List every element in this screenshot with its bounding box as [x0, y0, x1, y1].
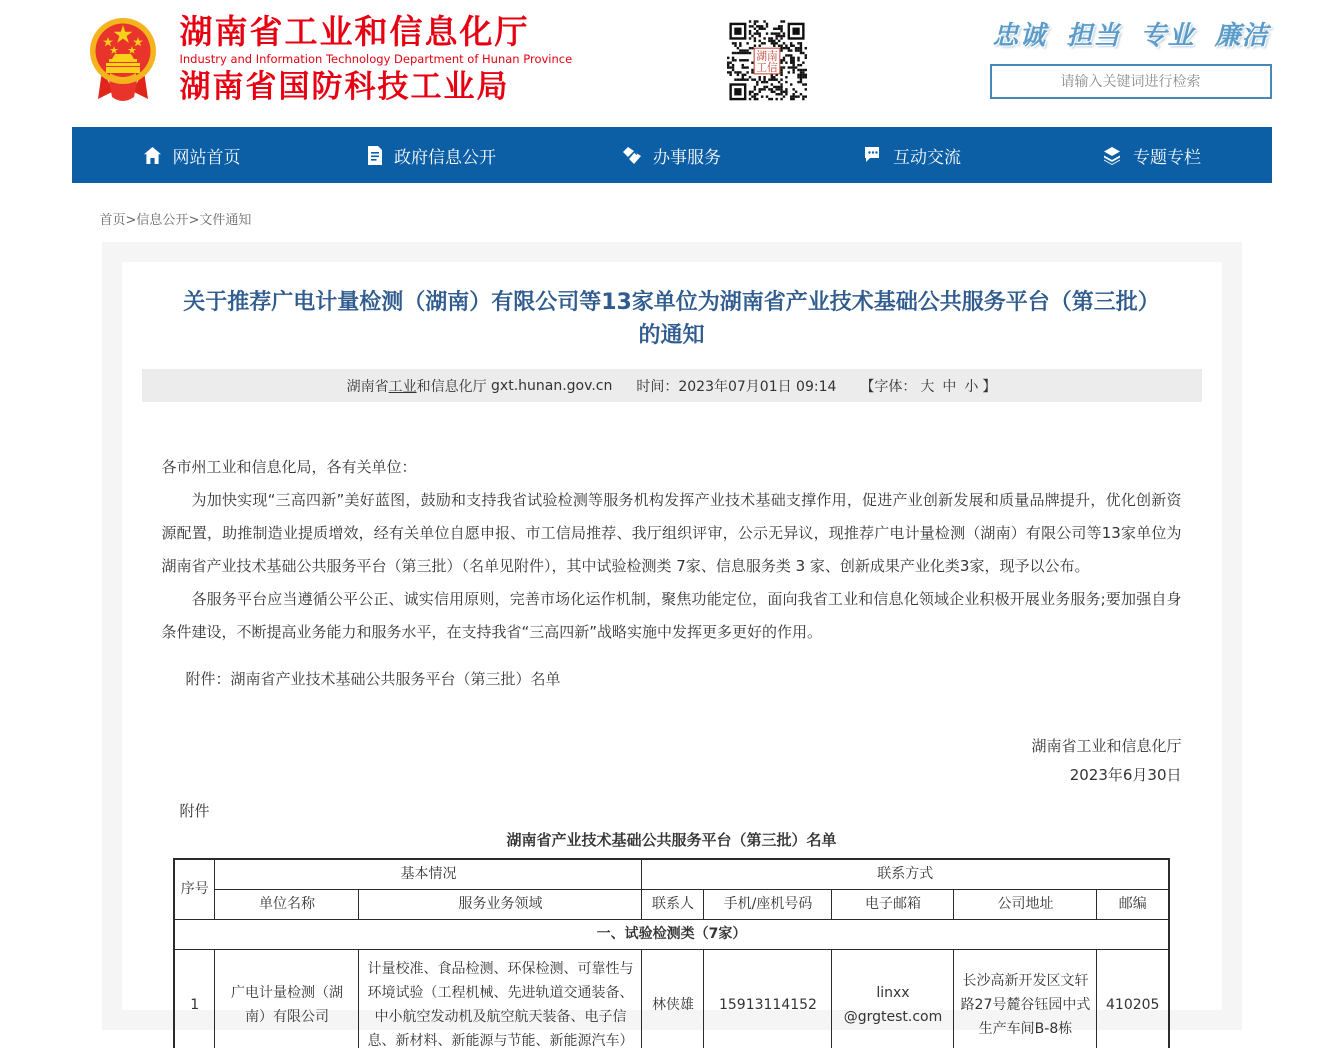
- nav-item-interaction[interactable]: [792, 127, 1032, 183]
- search-input[interactable]: [992, 66, 1270, 97]
- article-body: [142, 451, 1202, 1048]
- cell-seq: 1: [174, 949, 215, 1048]
- signature-date: 2023年6月30日: [1069, 766, 1182, 784]
- search-box: [990, 64, 1272, 99]
- nav-item-special-columns[interactable]: [1032, 127, 1272, 183]
- qr-center-label-line2: 工信: [755, 61, 778, 75]
- signature-org: 湖南省工业和信息化厅: [1031, 737, 1182, 755]
- article-meta-bar: [142, 369, 1202, 402]
- breadcrumb-home[interactable]: 首页: [99, 213, 126, 228]
- table-header-row-1: [174, 859, 1169, 889]
- nav-item-gov-info[interactable]: [312, 127, 552, 183]
- cell-name: 广电计量检测（湖南）有限公司: [215, 949, 359, 1048]
- col-group-contact: 联系方式: [642, 859, 1169, 889]
- meta-source-link[interactable]: 工业: [388, 378, 417, 395]
- site-header: [72, 0, 1272, 127]
- font-size-large[interactable]: 大: [920, 378, 935, 395]
- table-caption: 湖南省产业技术基础公共服务平台（第三批）名单: [506, 831, 837, 849]
- font-size-medium[interactable]: 中: [942, 378, 957, 395]
- org-name-en: Industry and Information Technology Department of Hunan Province: [179, 52, 573, 66]
- nav-item-label: 互动交流: [893, 147, 961, 168]
- breadcrumb: [72, 183, 1272, 242]
- qr-center-label-line1: 湖南: [755, 49, 778, 63]
- paragraph-main: 为加快实现“三高四新”美好蓝图，鼓励和支持我省试验检测等服务机构发挥产业技术基础支撑作用，促进产业创新发展和质量品牌提升，优化创新资源配置，助推制造业提质增效，经有关单位自愿申报、市工信局推荐、我厅组织评审，公示无异议，现推荐广电计量检测（湖南）有限公司等13家单位为湖南省产业技术基础公共服务平台（第三批）（名单见附件），其中试验检测类 7家、信息服务类 3 家、创新成果产业化类3家，现予以公布。: [161, 491, 1182, 575]
- article-title: 关于推荐广电计量检测（湖南）有限公司等13家单位为湖南省产业技术基础公共服务平台（第三批）的通知: [183, 290, 1160, 348]
- main-nav: [72, 127, 1272, 183]
- nav-item-label: 专题专栏: [1133, 147, 1201, 168]
- table-section-row: [174, 919, 1169, 949]
- table-row: [174, 949, 1169, 1048]
- nav-item-label: 办事服务: [653, 147, 721, 168]
- article-card: [122, 262, 1222, 1048]
- breadcrumb-separator: >: [188, 213, 200, 228]
- org-names: [180, 13, 573, 107]
- org-name-cn: 湖南省工业和信息化厅: [179, 12, 530, 51]
- attachment-label: 附件: [179, 802, 210, 820]
- col-header-address: 公司地址: [954, 889, 1097, 919]
- nav-item-label: 政府信息公开: [394, 147, 496, 168]
- col-header-field: 服务业务领域: [359, 889, 642, 919]
- home-icon: [143, 146, 162, 165]
- site-logo[interactable]: [88, 13, 573, 107]
- signature-block: [162, 732, 1182, 790]
- document-icon: [367, 146, 383, 165]
- col-header-contact: 联系人: [642, 889, 704, 919]
- meta-time-label: 时间：: [636, 378, 679, 395]
- font-size-small[interactable]: 小: [964, 378, 979, 395]
- meta-site: gxt.hunan.gov.cn: [491, 377, 613, 394]
- platform-roster-table: [173, 858, 1170, 1048]
- breadcrumb-separator: >: [125, 213, 137, 228]
- cell-zip: 410205: [1097, 949, 1169, 1048]
- table-header-row-2: [174, 889, 1169, 919]
- cell-email: linxx @grgtest.com: [832, 949, 954, 1048]
- nav-item-services[interactable]: [552, 127, 792, 183]
- page-container: [72, 0, 1272, 1048]
- meta-font-label-end: 】: [982, 378, 997, 395]
- col-header-phone: 手机/座机号码: [704, 889, 832, 919]
- attachment-reference: 附件：湖南省产业技术基础公共服务平台（第三批）名单: [185, 670, 561, 688]
- qr-code: [727, 20, 807, 103]
- national-emblem-icon: [88, 13, 158, 105]
- meta-source-pre: 湖南省: [346, 378, 389, 395]
- col-group-basic: 基本情况: [215, 859, 642, 889]
- col-header-email: 电子邮箱: [832, 889, 954, 919]
- header-right: [990, 15, 1272, 99]
- paragraph-salutation: 各市州工业和信息化局，各有关单位：: [161, 458, 417, 476]
- breadcrumb-current: 文件通知: [199, 213, 252, 228]
- cell-contact: 林侠雄: [642, 949, 704, 1048]
- meta-time: 2023年07月01日 09:14: [678, 378, 837, 395]
- col-header-zip: 邮编: [1097, 889, 1169, 919]
- layers-icon: [1102, 146, 1122, 165]
- cell-address: 长沙高新开发区文轩路27号麓谷钰园中式生产车间B-8栋: [954, 949, 1097, 1048]
- nav-item-label: 网站首页: [172, 147, 241, 168]
- slogan-text: 忠诚 担当 专业 廉洁: [992, 21, 1269, 51]
- cell-phone: 15913114152: [704, 949, 832, 1048]
- paragraph-requirements: 各服务平台应当遵循公平公正、诚实信用原则，完善市场化运作机制，聚焦功能定位，面向我省工业和信息化领域企业积极开展业务服务;要加强自身条件建设，不断提高业务能力和服务水平，在支持我省“三高四新”战略实施中发挥更多更好的作用。: [161, 590, 1182, 641]
- breadcrumb-info[interactable]: 信息公开: [136, 213, 189, 228]
- meta-source-post: 和信息化厅: [416, 378, 487, 395]
- nav-item-home[interactable]: [72, 127, 312, 183]
- col-header-name: 单位名称: [215, 889, 359, 919]
- org-name2-cn: 湖南省国防科技工业局: [179, 69, 510, 105]
- chat-icon: [862, 146, 882, 165]
- content-wrapper: [102, 242, 1242, 1048]
- col-header-seq: 序号: [174, 859, 215, 919]
- meta-font-label: 【字体：: [860, 378, 917, 395]
- section-title: 一、试验检测类（7家）: [174, 919, 1169, 949]
- cell-field: 计量校准、食品检测、环保检测、可靠性与环境试验（工程机械、先进轨道交通装备、中小航空发动机及航空航天装备、电子信息、新材料、新能源与节能、新能源汽车）: [359, 949, 642, 1048]
- service-icon: [622, 146, 642, 165]
